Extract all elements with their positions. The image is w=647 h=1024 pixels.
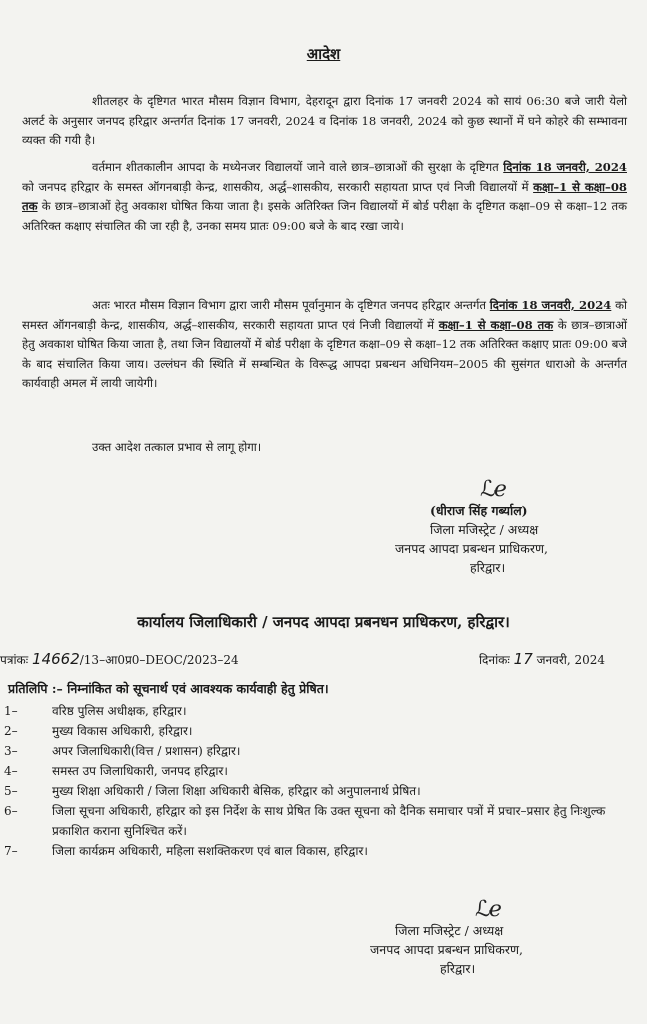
- signature-mark: ℒℯ: [480, 477, 505, 502]
- list-number: 4–: [4, 764, 18, 778]
- signatory-authority-2: जनपद आपदा प्रबन्धन प्राधिकरण,: [370, 942, 523, 957]
- list-item: [4, 841, 624, 861]
- list-text: वरिष्ठ पुलिस अधीक्षक, हरिद्वार।: [52, 704, 187, 718]
- list-item: [4, 701, 624, 721]
- list-item: [4, 801, 624, 841]
- document-title: आदेश: [306, 45, 341, 63]
- paragraph-2-text-a: वर्तमान शीतकालीन आपदा के मध्येनजर विद्यालयों जाने वाले छात्र–छात्राओं की सुरक्षा के दृष्टिगत: [92, 160, 504, 174]
- signature-block-1: [395, 477, 548, 577]
- office-heading: कार्यालय जिलाधिकारी / जनपद आपदा प्रबनधन प्राधिकरण, हरिद्वार।: [137, 613, 510, 631]
- paragraph-1: [22, 92, 627, 151]
- paragraph-2-date: दिनांक 18 जनवरी, 2024: [503, 160, 627, 174]
- signatory-place-2: हरिद्वार।: [440, 961, 476, 976]
- signatory-designation-2: जिला मजिस्ट्रेट / अध्यक्ष: [395, 923, 504, 938]
- list-number: 7–: [4, 844, 18, 858]
- list-text: जिला सूचना अधिकारी, हरिद्वार को इस निर्देश के साथ प्रेषित कि उक्त सूचना को दैनिक समाचार पत्रों में प्रचार–प्रसार हेतु निःशुल्क प्रकाशित कराना सुनिश्चित करें।: [52, 804, 606, 838]
- ref-date-day: 17: [513, 650, 533, 668]
- paragraph-3-text-c: के छात्र–छात्राओं हेतु अवकाश घोषित किया जाता है, तथा जिन विद्यालयों में बोर्ड परीक्षा के दृष्टिगत कक्षा–09 से कक्षा–12 तक अतिरिक्त कक्षाए प्रातः 09:00 बजे के बाद संचालित किया जाय। उल्लंघन की स्थिति में सम्बन्धित के विरूद्ध आपदा प्रबन्धन अधिनियम–2005 की सुसंगत धाराओ के अन्तर्गत कार्यवाही अमल में लायी जायेगी।: [22, 317, 627, 390]
- list-item: [4, 741, 624, 761]
- list-item: [4, 721, 624, 741]
- paragraph-3-text-a: अतः भारत मौसम विज्ञान विभाग द्वारा जारी मौसम पूर्वानुमान के दृष्टिगत जनपद हरिद्वार अन्तर्गत: [92, 298, 490, 312]
- paragraph-4: [22, 438, 627, 458]
- list-number: 1–: [4, 704, 18, 718]
- list-number: 5–: [4, 784, 18, 798]
- signatory-designation: जिला मजिस्ट्रेट / अध्यक्ष: [430, 522, 539, 537]
- list-item: [4, 761, 624, 781]
- paragraph-3: [22, 296, 627, 394]
- paragraph-2: [22, 158, 627, 236]
- signature-block-2: [370, 897, 523, 978]
- list-number: 3–: [4, 744, 18, 758]
- paragraph-4-text: उक्त आदेश तत्काल प्रभाव से लागू होगा।: [92, 440, 262, 454]
- signatory-authority: जनपद आपदा प्रबन्धन प्राधिकरण,: [395, 541, 548, 556]
- signatory-name: (धीराज सिंह गर्ब्याल): [430, 503, 528, 518]
- list-item: [4, 781, 624, 801]
- ref-number: 14662: [32, 650, 80, 668]
- ref-code: /13–आ0प्र0–DEOC/2023–24: [79, 653, 239, 667]
- signatory-place: हरिद्वार।: [470, 560, 506, 575]
- paragraph-3-text-b: को समस्त ऑगनबाड़ी केन्द्र, शासकीय, अर्द्ध–शासकीय, सरकारी सहायता प्राप्त एवं निजी विद्यालयों में: [22, 298, 628, 332]
- paragraph-2-text-c: के छात्र–छात्राओं हेतु अवकाश घोषित किया जाता है। इसके अतिरिक्त जिन विद्यालयों में बोर्ड परीक्षा के दृष्टिगत कक्षा–09 से कक्षा–12 तक अतिरिक्त कक्षाए संचालित की जा रही है, उनका समय प्रातः 09:00 बजे के बाद रखा जाये।: [22, 199, 627, 233]
- copy-list: [4, 701, 624, 861]
- ref-date-rest: जनवरी, 2024: [536, 653, 605, 667]
- paragraph-3-date: दिनांक 18 जनवरी, 2024: [489, 298, 612, 312]
- ref-label: पत्रांकः: [0, 653, 29, 667]
- list-text: अपर जिलाधिकारी(वित्त / प्रशासन) हरिद्वार।: [52, 744, 241, 758]
- copy-heading: प्रतिलिपि :– निम्नांकित को सूचनार्थ एवं आवश्यक कार्यवाही हेतु प्रेषित।: [8, 681, 329, 696]
- list-number: 6–: [4, 804, 18, 818]
- paragraph-3-classes: कक्षा–1 से कक्षा–08 तक: [438, 317, 554, 332]
- list-number: 2–: [4, 724, 18, 738]
- signature-mark-2: ℒℯ: [475, 897, 500, 922]
- ref-date: [479, 650, 605, 668]
- paragraph-1-text: शीतलहर के दृष्टिगत भारत मौसम विज्ञान विभाग, देहरादून द्वारा दिनांक 17 जनवरी 2024 को सायं 06:30 बजे जारी येलो अलर्ट के अनुसार जनपद हरिद्वार अन्तर्गत दिनांक 17 जनवरी, 2024 व दिनांक 18 जनवरी, 2024 को कुछ स्थानों में घने कोहरे की सम्भावना व्यक्त की गयी है।: [22, 94, 627, 147]
- list-text: मुख्य शिक्षा अधिकारी / जिला शिक्षा अधिकारी बेसिक, हरिद्वार को अनुपालनार्थ प्रेषित।: [52, 784, 421, 798]
- paragraph-2-classes: कक्षा–1 से कक्षा–08 तक: [22, 179, 627, 213]
- reference-line: [0, 650, 620, 668]
- list-text: जिला कार्यक्रम अधिकारी, महिला सशक्तिकरण एवं बाल विकास, हरिद्वार।: [52, 844, 368, 858]
- list-text: समस्त उप जिलाधिकारी, जनपद हरिद्वार।: [52, 764, 228, 778]
- paragraph-2-text-b: को जनपद हरिद्वार के समस्त ऑगनबाड़ी केन्द्र, शासकीय, अर्द्ध–शासकीय, सरकारी सहायता प्राप्त एवं निजी विद्यालयों में: [22, 179, 534, 194]
- list-text: मुख्य विकास अधिकारी, हरिद्वार।: [52, 724, 193, 738]
- ref-date-label: दिनांकः: [478, 653, 510, 667]
